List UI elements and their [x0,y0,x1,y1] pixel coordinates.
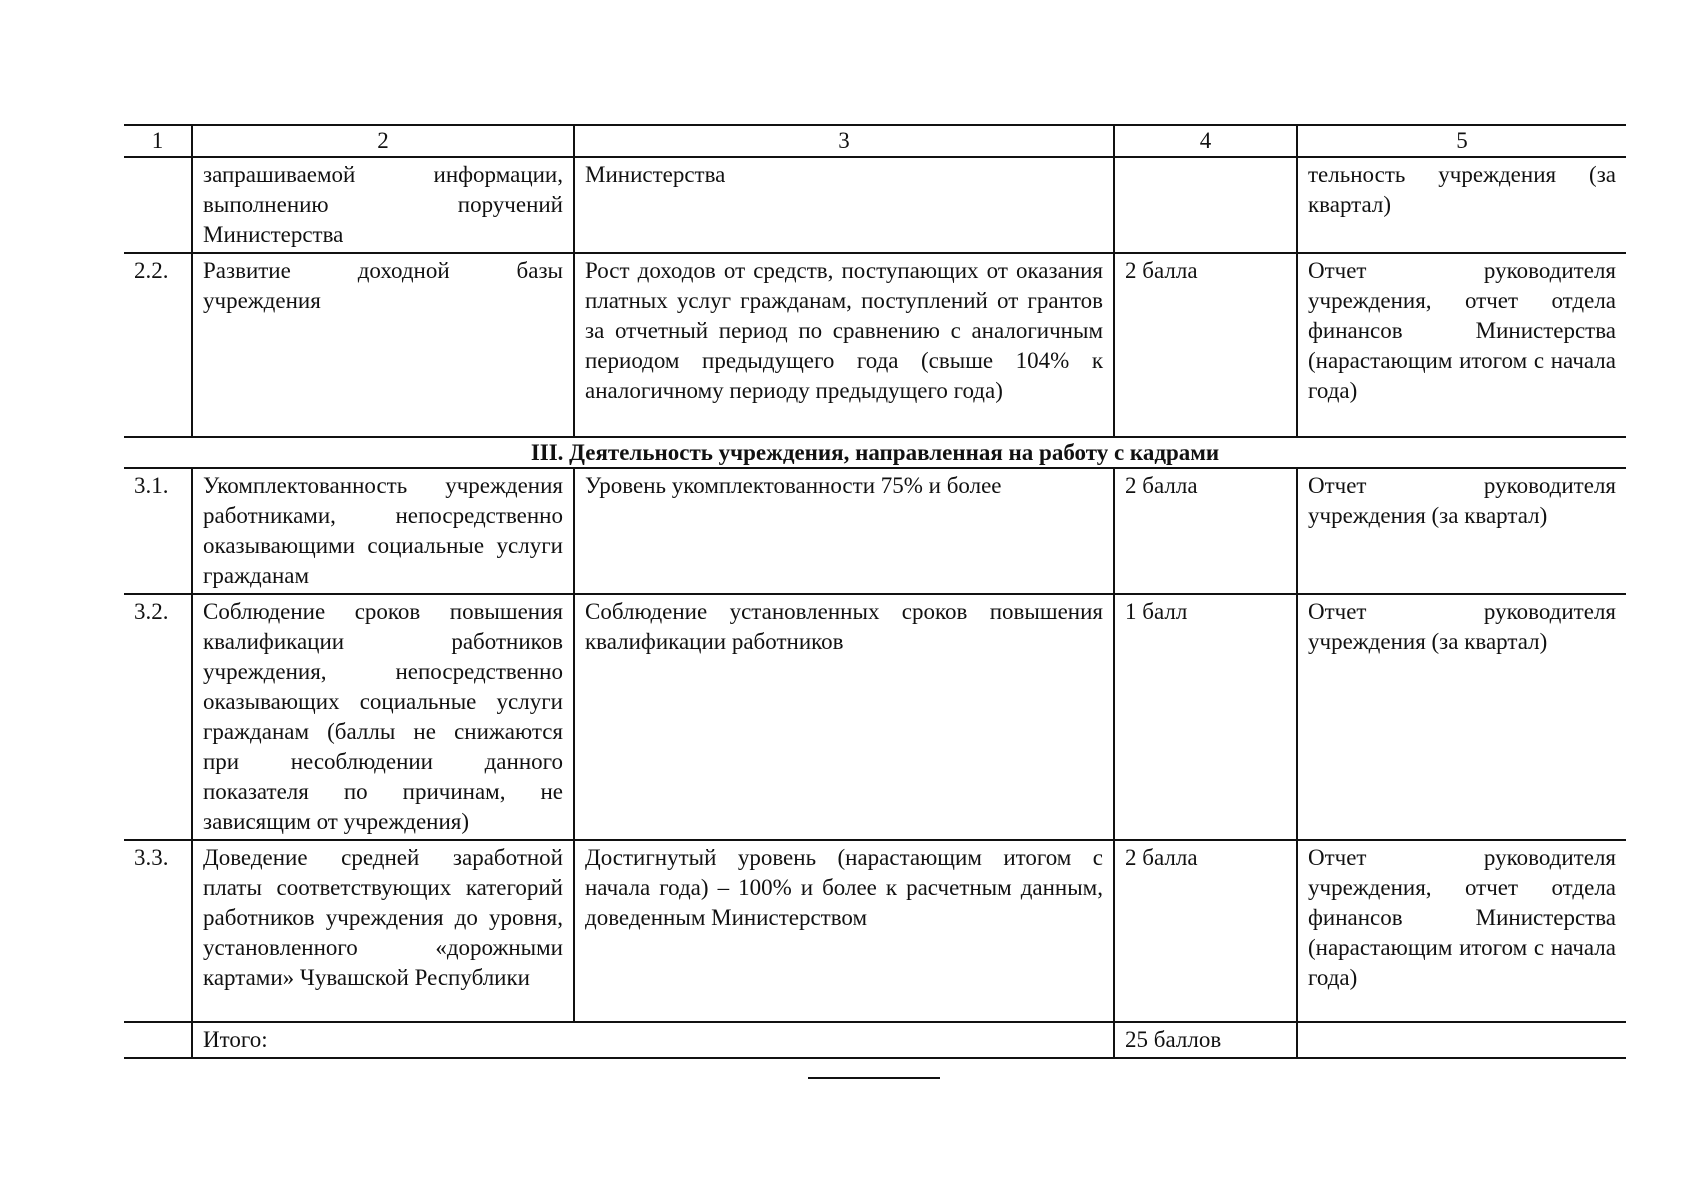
report-cell: Отчет руководителя учреждения (за квартал) [1297,468,1626,594]
section-row [124,437,1626,468]
criterion-cell: Соблюдение установленных сроков повышения квалификации работников [574,594,1114,840]
row-number: 3.3. [124,840,192,1022]
score-cell [1114,157,1297,253]
report-cell [1297,1022,1626,1058]
table-row [124,594,1626,840]
row-number [124,157,192,253]
column-number: 3 [574,125,1114,157]
row-number: 3.2. [124,594,192,840]
score-cell: 2 балла [1114,468,1297,594]
indicator-cell: Развитие доходной базы учреждения [192,253,574,437]
section-title: III. Деятельность учреждения, направленная на работу с кадрами [124,437,1626,468]
indicator-cell: Соблюдение сроков повышения квалификации работников учреждения, непосредственно оказывающих социальные услуги гражданам (баллы не снижаются при несоблюдении данного показателя по причинам, не зависящим от учреждения) [192,594,574,840]
row-number [124,1022,192,1058]
column-number-row [124,125,1626,157]
indicator-cell: Доведение средней заработной платы соответствующих категорий работников учреждения до уровня, установленного «дорожными картами» Чувашской Республики [192,840,574,1022]
table-row [124,253,1626,437]
table-row [124,840,1626,1022]
column-number: 2 [192,125,574,157]
score-cell: 2 балла [1114,253,1297,437]
end-rule [808,1077,940,1079]
table-row [124,157,1626,253]
indicator-cell: запрашиваемой информации, выполнению поручений Министерства [192,157,574,253]
criteria-table [124,124,1626,1059]
score-cell: 2 балла [1114,840,1297,1022]
report-cell: Отчет руководителя учреждения, отчет отдела финансов Министерства (нарастающим итогом с начала года) [1297,840,1626,1022]
column-number: 1 [124,125,192,157]
report-cell: Отчет руководителя учреждения (за квартал) [1297,594,1626,840]
total-label: Итого: [192,1022,1114,1058]
indicator-cell: Укомплектованность учреждения работниками, непосредственно оказывающими социальные услуги гражданам [192,468,574,594]
column-number: 4 [1114,125,1297,157]
criterion-cell: Министерства [574,157,1114,253]
criterion-cell: Уровень укомплектованности 75% и более [574,468,1114,594]
report-cell: Отчет руководителя учреждения, отчет отдела финансов Министерства (нарастающим итогом с начала года) [1297,253,1626,437]
total-value: 25 баллов [1114,1022,1297,1058]
column-number: 5 [1297,125,1626,157]
score-cell: 1 балл [1114,594,1297,840]
row-number: 2.2. [124,253,192,437]
total-row [124,1022,1626,1058]
table-row [124,468,1626,594]
row-number: 3.1. [124,468,192,594]
report-cell: тельность учреждения (за квартал) [1297,157,1626,253]
criterion-cell: Достигнутый уровень (нарастающим итогом с начала года) – 100% и более к расчетным данным, доведенным Министерством [574,840,1114,1022]
criterion-cell: Рост доходов от средств, поступающих от оказания платных услуг гражданам, поступлений от грантов за отчетный период по сравнению с аналогичным периодом предыдущего года (свыше 104% к аналогичному периоду предыдущего года) [574,253,1114,437]
